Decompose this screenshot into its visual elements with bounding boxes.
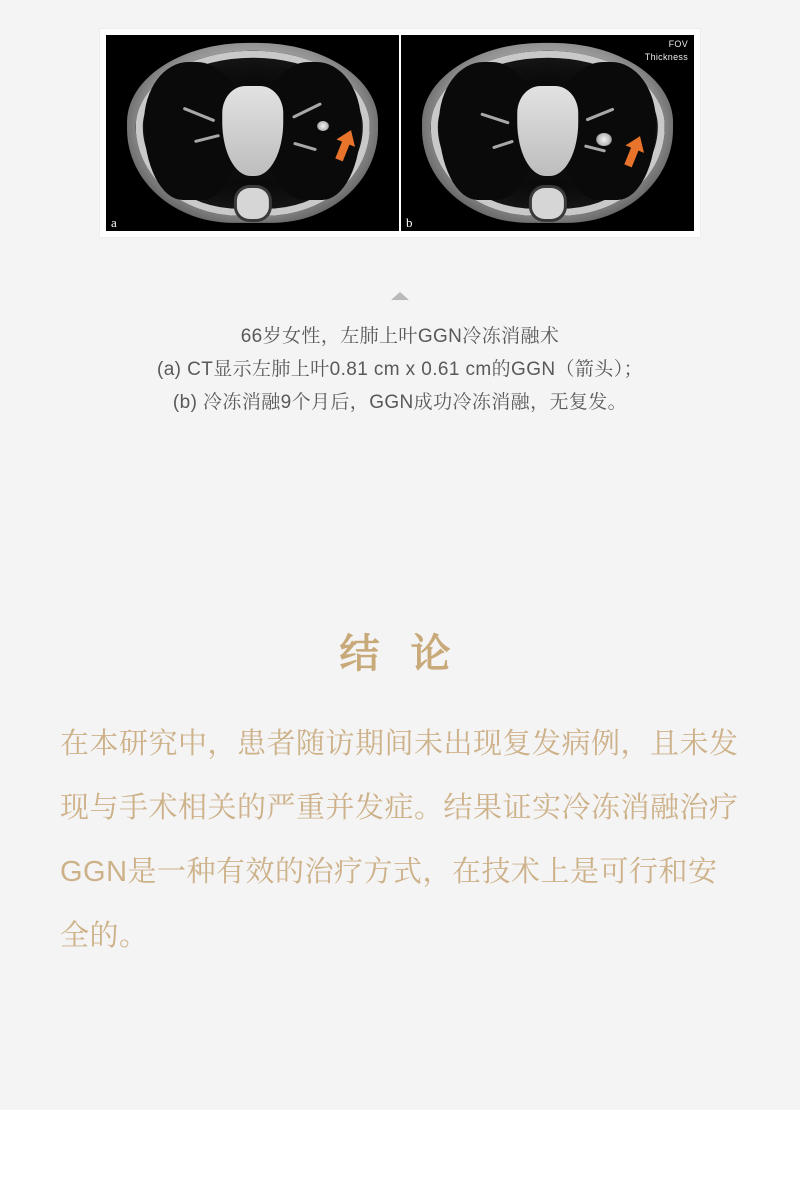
caption-line-1: 66岁女性，左肺上叶GGN冷冻消融术 [240, 326, 560, 347]
caption-line-2: (a) CT显示左肺上叶0.81 cm x 0.61 cm的GGN（箭头）； [156, 359, 644, 380]
ct-panel-a [106, 35, 399, 231]
mediastinum-b [517, 86, 579, 176]
ablation-zone-b [596, 133, 612, 146]
figure-caption [0, 320, 800, 419]
spine-b [531, 188, 563, 219]
overlay-fov-label: FOV [668, 39, 688, 49]
bottom-strip [0, 1110, 800, 1192]
panel-label-b: b [406, 215, 413, 230]
conclusion-title: 结 论 [339, 632, 461, 676]
conclusion-body: 在本研究中，患者随访期间未出现复发病例，且未发现与手术相关的严重并发症。结果证实冷冻消融治疗GGN是一种有效的治疗方式，在技术上是可行和安全的。 [60, 728, 739, 952]
panel-label-a: a [111, 215, 117, 230]
mediastinum-a [222, 86, 284, 176]
divider-triangle-icon [391, 292, 409, 300]
overlay-thickness-label: Thickness [644, 52, 688, 62]
arrow-marker-b [621, 133, 647, 169]
arrow-marker-a [332, 127, 358, 163]
caption-line-3: (b) 冷冻消融9个月后，GGN成功冷冻消融，无复发。 [172, 392, 628, 413]
ct-figure [100, 29, 700, 237]
ct-image-row [106, 35, 694, 231]
ct-panel-b [401, 35, 694, 231]
spine-a [236, 188, 268, 219]
ggn-nodule-a [317, 121, 329, 131]
